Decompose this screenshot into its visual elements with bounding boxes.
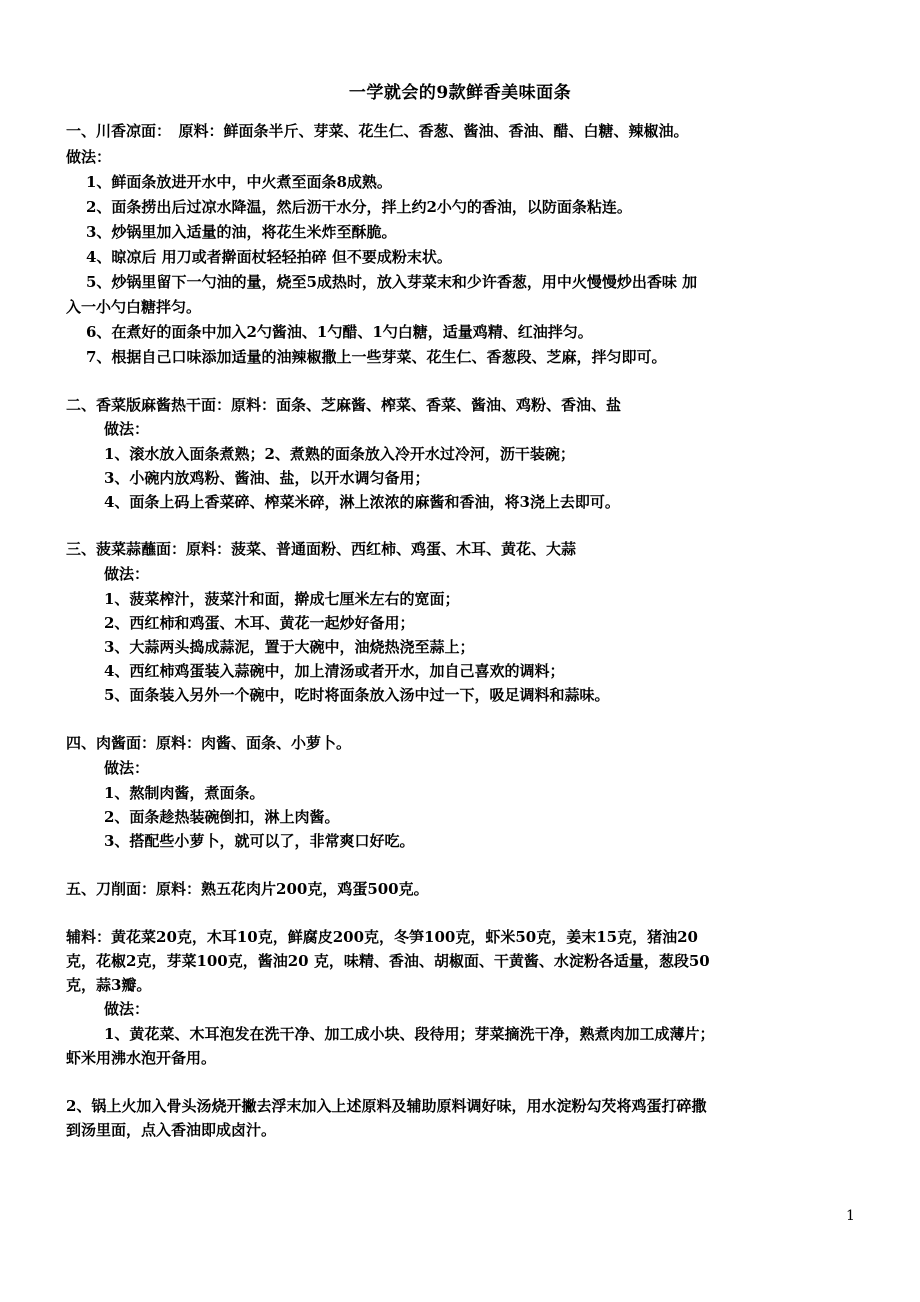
section-2-step: 4、面条上码上香菜碎、榨菜米碎，淋上浓浓的麻酱和香油，将3浇上去即可。 [104, 493, 620, 511]
section-1-step: 6、在煮好的面条中加入2勺酱油、1勺醋、1勺白糖，适量鸡精、红油拌匀。 [86, 323, 593, 341]
section-4-step: 1、熬制肉酱，煮面条。 [104, 784, 265, 802]
section-5-aux-ingredients: 辅料：黄花菜20克，木耳10克，鲜腐皮200克，冬笋100克，虾米50克，姜末15克，猪油20 [66, 928, 698, 946]
section-3-heading: 三、菠菜蒜蘸面：原料：菠菜、普通面粉、西红柿、鸡蛋、木耳、黄花、大蒜 [66, 540, 577, 558]
section-3-step: 5、面条装入另外一个碗中，吃时将面条放入汤中过一下，吸足调料和蒜味。 [104, 686, 610, 704]
section-1-step: 1、鲜面条放进开水中，中火煮至面条8成熟。 [86, 173, 392, 191]
section-3-step: 3、大蒜两头捣成蒜泥，置于大碗中，油烧热浇至蒜上； [104, 638, 475, 656]
section-2-step: 3、小碗内放鸡粉、酱油、盐，以开水调匀备用； [104, 469, 430, 487]
section-5-heading: 五、刀削面：原料：熟五花肉片200克，鸡蛋500克。 [66, 880, 429, 898]
section-5-method-label: 做法： [104, 1000, 150, 1018]
section-1-step: 5、炒锅里留下一勺油的量，烧至5成热时，放入芽菜末和少许香葱，用中火慢慢炒出香味 加 [86, 273, 698, 291]
section-5-step-continued: 到汤里面，点入香油即成卤汁。 [66, 1121, 277, 1139]
section-4-method-label: 做法： [104, 759, 150, 777]
section-2-method-label: 做法： [104, 420, 150, 438]
section-1-method-label: 做法： [66, 148, 112, 166]
section-5-aux-ingredients: 克，蒜3瓣。 [66, 976, 152, 994]
section-5-step-continued: 虾米用沸水泡开备用。 [66, 1049, 217, 1067]
section-5-step: 1、黄花菜、木耳泡发在洗干净、加工成小块、段待用；芽菜摘洗干净，熟煮肉加工成薄片； [104, 1025, 715, 1043]
section-4-step: 3、搭配些小萝卜，就可以了，非常爽口好吃。 [104, 832, 415, 850]
section-2-heading: 二、香菜版麻酱热干面：原料：面条、芝麻酱、榨菜、香菜、酱油、鸡粉、香油、盐 [66, 396, 622, 414]
page-number: 1 [846, 1208, 855, 1224]
section-3-method-label: 做法： [104, 565, 150, 583]
page-title: 一学就会的9款鲜香美味面条 [348, 83, 572, 103]
section-5-step: 2、锅上火加入骨头汤烧开撇去浮末加入上述原料及辅助原料调好味，用水淀粉勾芡将鸡蛋打碎撒 [66, 1097, 707, 1115]
section-1-step-continued: 入一小勺白糖拌匀。 [66, 298, 202, 316]
section-1-step: 3、炒锅里加入适量的油，将花生米炸至酥脆。 [86, 223, 397, 241]
section-1-step: 7、根据自己口味添加适量的油辣椒撒上一些芽菜、花生仁、香葱段、芝麻，拌匀即可。 [86, 348, 667, 366]
section-5-aux-ingredients: 克，花椒2克，芽菜100克，酱油20 克，味精、香油、胡椒面、干黄酱、水淀粉各适量，葱段50 [66, 952, 710, 970]
section-3-step: 4、西红柿鸡蛋装入蒜碗中，加上清汤或者开水，加自己喜欢的调料； [104, 662, 565, 680]
section-4-heading: 四、肉酱面：原料：肉酱、面条、小萝卜。 [66, 734, 352, 752]
section-3-step: 1、菠菜榨汁，菠菜汁和面，擀成七厘米左右的宽面； [104, 590, 460, 608]
section-2-step: 1、滚水放入面条煮熟；2、煮熟的面条放入冷开水过冷河，沥干装碗； [104, 445, 575, 463]
section-4-step: 2、面条趁热装碗倒扣，淋上肉酱。 [104, 808, 340, 826]
section-1-step: 4、晾凉后 用刀或者擀面杖轻轻拍碎 但不要成粉末状。 [86, 248, 452, 266]
section-1-step: 2、面条捞出后过凉水降温，然后沥干水分，拌上约2小勺的香油，以防面条粘连。 [86, 198, 632, 216]
section-1-heading: 一、川香凉面： 原料：鲜面条半斤、芽菜、花生仁、香葱、酱油、香油、醋、白糖、辣椒油。 [66, 122, 689, 140]
section-3-step: 2、西红柿和鸡蛋、木耳、黄花一起炒好备用； [104, 614, 415, 632]
